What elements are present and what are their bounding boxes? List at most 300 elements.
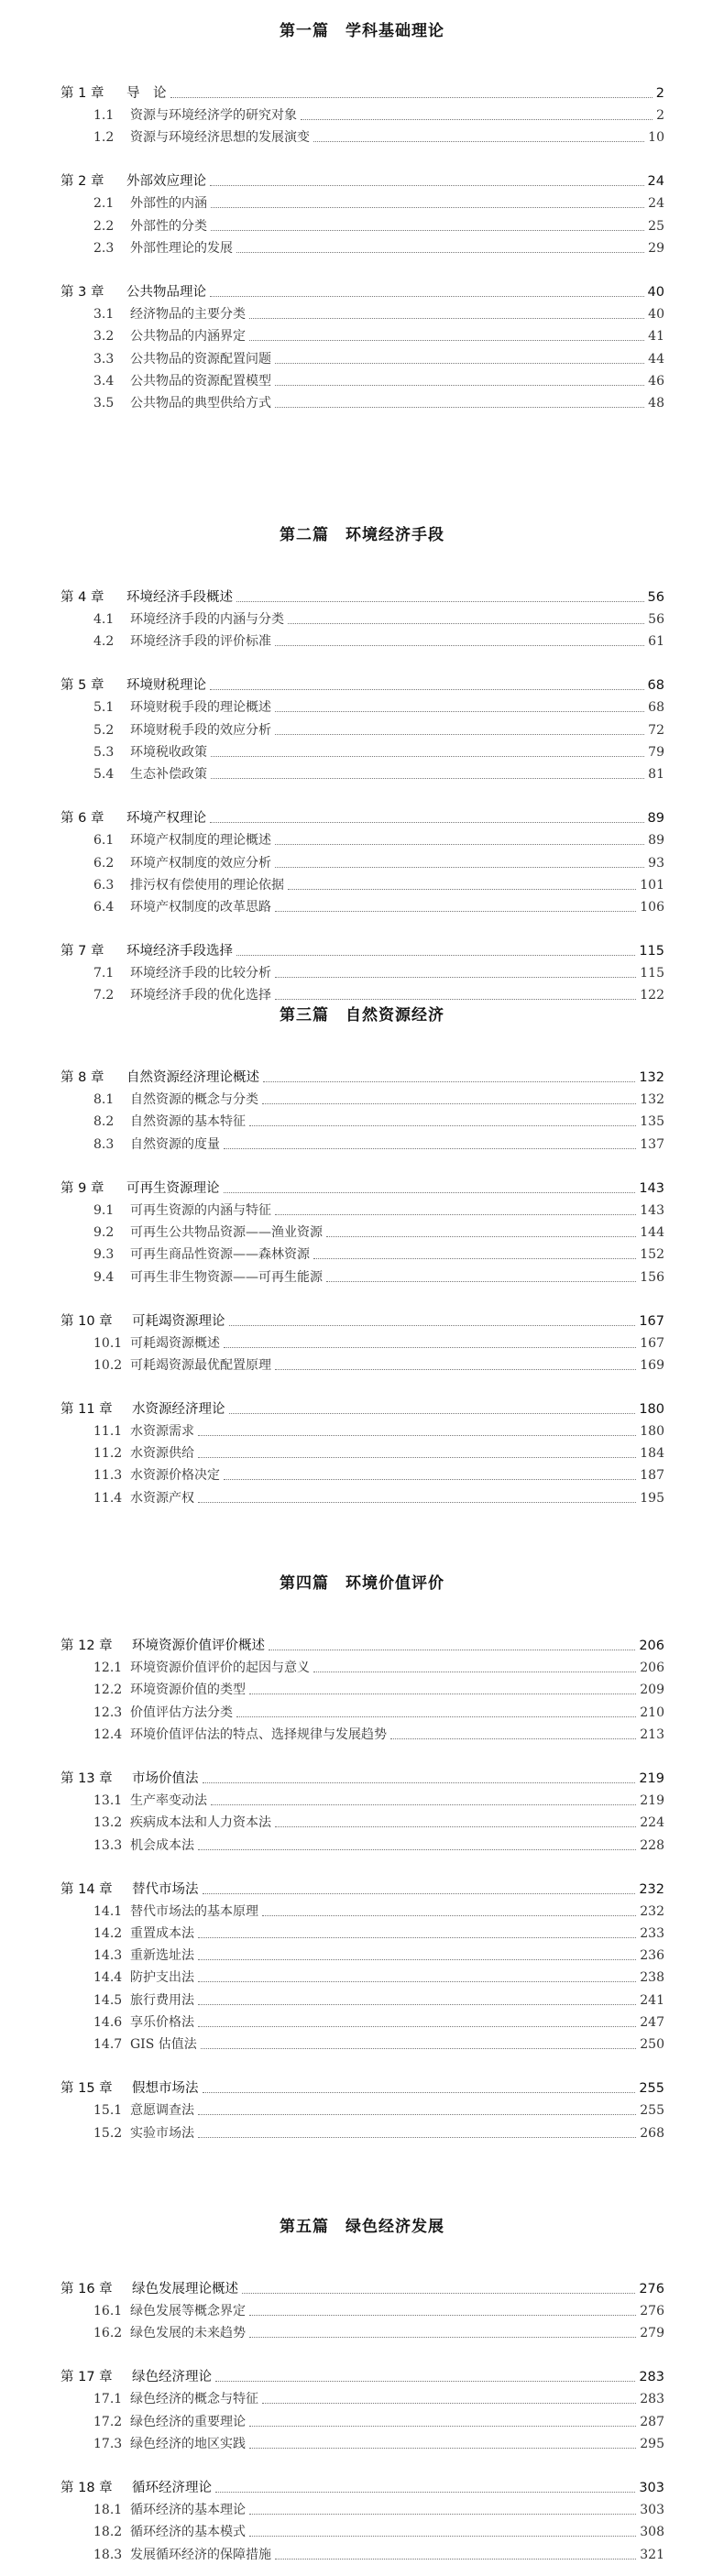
section-number: 3.3 — [93, 351, 115, 367]
page-number: 167 — [640, 1335, 664, 1351]
section-number: 1.1 — [93, 108, 115, 123]
section-row[interactable] — [93, 1836, 664, 1855]
section-row[interactable] — [93, 2523, 664, 2541]
chapter-row[interactable] — [60, 588, 664, 607]
chapter-title: 水资源经济理论 — [132, 1401, 225, 1417]
dot-leader — [262, 2402, 636, 2404]
chapter-title: 市场价值法 — [132, 1770, 199, 1786]
section-row[interactable] — [93, 239, 664, 258]
section-row[interactable] — [93, 1792, 664, 1810]
section-title: 生产率变动法 — [130, 1792, 207, 1808]
dot-leader — [224, 1147, 636, 1149]
section-row[interactable] — [93, 350, 664, 368]
chapter-number: 第 16 章 — [60, 2282, 113, 2296]
section-row[interactable] — [93, 898, 664, 916]
section-row[interactable] — [93, 106, 664, 125]
page-number: 255 — [640, 2103, 664, 2119]
page-number: 137 — [640, 1136, 664, 1152]
dot-leader — [215, 2380, 635, 2382]
section-title: 排污权有偿使用的理论依据 — [130, 877, 284, 893]
section-title: 意愿调查法 — [130, 2103, 194, 2119]
dot-leader — [275, 406, 644, 408]
section-row[interactable] — [93, 327, 664, 345]
page-number: 56 — [647, 590, 664, 605]
dot-leader — [326, 1235, 636, 1237]
chapter-number: 第 4 章 — [60, 590, 104, 605]
section-number: 1.2 — [93, 130, 115, 146]
page-number: 210 — [640, 1705, 664, 1720]
dot-leader — [262, 1102, 636, 1104]
section-number: 6.4 — [93, 900, 115, 915]
section-row[interactable] — [93, 1726, 664, 1744]
section-row[interactable] — [93, 1681, 664, 1699]
section-number: 13.2 — [93, 1815, 123, 1831]
chapter-number: 第 8 章 — [60, 1070, 104, 1085]
section-row[interactable] — [93, 765, 664, 784]
section-row[interactable] — [93, 854, 664, 872]
section-row[interactable] — [93, 986, 664, 1004]
dot-leader — [198, 2003, 636, 2005]
section-row[interactable] — [93, 1704, 664, 1722]
section-row[interactable] — [93, 1201, 664, 1220]
section-row[interactable] — [93, 372, 664, 390]
dot-leader — [211, 755, 644, 757]
section-row[interactable] — [93, 831, 664, 850]
page-number: 61 — [648, 634, 664, 650]
chapter-row[interactable] — [60, 676, 664, 695]
dot-leader — [249, 2513, 636, 2515]
section-row[interactable] — [93, 1422, 664, 1441]
section-row[interactable] — [93, 1902, 664, 1921]
section-row[interactable] — [93, 964, 664, 982]
section-row[interactable] — [93, 1444, 664, 1463]
chapter-title: 环境产权理论 — [126, 811, 206, 827]
page-number: 143 — [639, 1180, 664, 1196]
section-row[interactable] — [93, 1356, 664, 1375]
page-number: 268 — [640, 2125, 664, 2141]
chapter-row[interactable] — [60, 1179, 664, 1198]
section-number: 17.3 — [93, 2436, 123, 2451]
section-title: 循环经济的基本模式 — [130, 2525, 246, 2540]
section-title: 水资源价格决定 — [130, 1468, 220, 1484]
section-title: 自然资源的基本特征 — [130, 1114, 246, 1130]
page-number: 46 — [648, 373, 664, 389]
page-number: 195 — [640, 1490, 664, 1506]
part-title: 第三篇 自然资源经济 — [280, 1006, 444, 1025]
page-number: 2 — [656, 108, 664, 123]
section-row[interactable] — [93, 1245, 664, 1264]
chapter-title: 替代市场法 — [132, 1881, 199, 1897]
dot-leader — [198, 1958, 636, 1960]
chapter-row[interactable] — [60, 1637, 664, 1655]
section-title: 机会成本法 — [130, 1837, 194, 1853]
page-number: 72 — [648, 722, 664, 738]
section-row[interactable] — [93, 2435, 664, 2453]
dot-leader — [201, 2047, 637, 2049]
dot-leader — [249, 317, 644, 319]
dot-leader — [236, 251, 644, 253]
chapter-row[interactable] — [60, 172, 664, 191]
chapter-number: 第 5 章 — [60, 678, 104, 694]
section-row[interactable] — [93, 1113, 664, 1131]
chapter-number: 第 6 章 — [60, 811, 104, 827]
section-title: 公共物品的内涵界定 — [130, 329, 246, 345]
page-number: 24 — [647, 174, 664, 190]
section-title: 环境经济手段的优化选择 — [130, 988, 271, 1003]
section-number: 8.3 — [93, 1136, 115, 1152]
page-number: 25 — [648, 218, 664, 234]
section-number: 6.1 — [93, 833, 115, 849]
page-number: 250 — [640, 2037, 664, 2053]
dot-leader — [263, 1080, 635, 1082]
dot-leader — [203, 1781, 636, 1783]
chapter-title: 循环经济理论 — [132, 2480, 212, 2495]
section-title: 公共物品的资源配置模型 — [130, 373, 271, 389]
section-number: 11.3 — [93, 1468, 123, 1484]
section-number: 3.5 — [93, 396, 115, 411]
page-number: 187 — [640, 1468, 664, 1484]
page-number: 167 — [639, 1313, 664, 1329]
section-number: 9.3 — [93, 1247, 115, 1263]
section-row[interactable] — [93, 128, 664, 147]
section-row[interactable] — [93, 1135, 664, 1154]
dot-leader — [198, 2113, 636, 2115]
section-row[interactable] — [93, 2035, 664, 2054]
section-row[interactable] — [93, 1268, 664, 1287]
dot-leader — [275, 733, 644, 735]
page-number: 169 — [640, 1357, 664, 1373]
section-number: 2.3 — [93, 240, 115, 256]
page-number: 283 — [640, 2392, 664, 2407]
dot-leader — [203, 2091, 636, 2093]
page-number: 209 — [640, 1683, 664, 1698]
section-number: 15.1 — [93, 2103, 123, 2119]
section-number: 4.1 — [93, 612, 115, 627]
page-number: 255 — [639, 2081, 664, 2097]
section-row[interactable] — [93, 2501, 664, 2519]
chapter-title: 可再生资源理论 — [126, 1180, 220, 1196]
section-row[interactable] — [93, 1659, 664, 1677]
section-row[interactable] — [93, 1924, 664, 1943]
section-row[interactable] — [93, 2101, 664, 2120]
page-number: 56 — [648, 612, 664, 627]
page-number: 115 — [639, 944, 664, 959]
dot-leader — [198, 2136, 636, 2138]
chapter-row[interactable] — [60, 809, 664, 828]
chapter-title: 假想市场法 — [132, 2081, 199, 2097]
chapter-title: 导 论 — [126, 86, 167, 101]
page-number: 276 — [640, 2304, 664, 2318]
dot-leader — [249, 2425, 636, 2427]
section-title: 环境资源价值评价的起因与意义 — [130, 1661, 310, 1675]
page-number: 247 — [640, 2015, 664, 2030]
page-number: 233 — [640, 1925, 664, 1941]
section-row[interactable] — [93, 743, 664, 762]
chapter-number: 第 13 章 — [60, 1770, 113, 1786]
chapter-row[interactable] — [60, 2368, 664, 2386]
section-row[interactable] — [93, 610, 664, 629]
page-number: 295 — [640, 2436, 664, 2451]
section-title: 享乐价格法 — [130, 2015, 194, 2030]
chapter-number: 第 12 章 — [60, 1639, 113, 1653]
section-number: 3.1 — [93, 306, 115, 322]
section-title: 疾病成本法和人力资本法 — [130, 1815, 271, 1831]
section-title: 资源与环境经济思想的发展演变 — [130, 130, 310, 146]
section-number: 5.3 — [93, 744, 115, 760]
section-title: 水资源需求 — [130, 1423, 194, 1439]
chapter-title: 环境经济手段概述 — [126, 590, 233, 605]
section-title: 生态补偿政策 — [130, 767, 207, 783]
section-row[interactable] — [93, 305, 664, 323]
dot-leader — [390, 1737, 636, 1739]
section-number: 14.3 — [93, 1948, 123, 1964]
page-number: 206 — [639, 1639, 664, 1653]
dot-leader — [236, 600, 644, 602]
dot-leader — [224, 1191, 636, 1193]
dot-leader — [275, 710, 644, 712]
dot-leader — [215, 2491, 635, 2493]
dot-leader — [275, 910, 636, 912]
section-title: 防护支出法 — [130, 1970, 194, 1986]
chapter-row[interactable] — [60, 2479, 664, 2497]
section-title: 可再生商品性资源——森林资源 — [130, 1247, 310, 1263]
page-number: 89 — [647, 811, 664, 827]
dot-leader — [203, 1892, 636, 1894]
part-title: 第二篇 环境经济手段 — [280, 526, 444, 544]
dot-leader — [288, 888, 636, 890]
section-row[interactable] — [93, 2413, 664, 2431]
dot-leader — [326, 1280, 636, 1282]
page-number: 219 — [639, 1770, 664, 1786]
page-number: 279 — [640, 2326, 664, 2341]
section-title: GIS 估值法 — [130, 2037, 197, 2053]
section-title: 可耗竭资源概述 — [130, 1335, 220, 1351]
dot-leader — [275, 362, 644, 364]
section-number: 12.2 — [93, 1683, 123, 1698]
section-number: 17.2 — [93, 2414, 123, 2429]
section-title: 自然资源的概念与分类 — [130, 1092, 258, 1107]
section-title: 绿色发展等概念界定 — [130, 2304, 246, 2318]
section-number: 14.6 — [93, 2015, 123, 2030]
chapter-row[interactable] — [60, 1312, 664, 1331]
section-row[interactable] — [93, 876, 664, 894]
section-title: 环境财税手段的效应分析 — [130, 722, 271, 738]
chapter-number: 第 7 章 — [60, 944, 104, 959]
chapter-row[interactable] — [60, 283, 664, 301]
section-title: 环境产权制度的效应分析 — [130, 855, 271, 871]
section-row[interactable] — [93, 1223, 664, 1242]
section-title: 外部性理论的发展 — [130, 240, 233, 256]
page-number: 40 — [647, 284, 664, 300]
page-number: 10 — [648, 130, 664, 146]
chapter-title: 自然资源经济理论概述 — [126, 1070, 259, 1085]
page-number: 144 — [640, 1224, 664, 1240]
chapter-title: 环境资源价值评价概述 — [132, 1639, 265, 1653]
dot-leader — [275, 976, 636, 978]
section-row[interactable] — [93, 2324, 664, 2342]
section-row[interactable] — [93, 1968, 664, 1987]
page-number: 152 — [640, 1247, 664, 1263]
section-title: 环境价值评估法的特点、选择规律与发展趋势 — [130, 1726, 387, 1742]
dot-leader — [211, 1803, 636, 1805]
page-number: 180 — [640, 1423, 664, 1439]
chapter-row[interactable] — [60, 2280, 664, 2298]
section-number: 8.2 — [93, 1114, 115, 1130]
dot-leader — [301, 118, 653, 120]
page-number: 184 — [640, 1446, 664, 1462]
dot-leader — [249, 2447, 636, 2449]
section-number: 10.2 — [93, 1357, 123, 1373]
chapter-title: 公共物品理论 — [126, 284, 206, 300]
section-title: 自然资源的度量 — [130, 1136, 220, 1152]
section-number: 12.4 — [93, 1726, 123, 1742]
section-number: 11.2 — [93, 1446, 123, 1462]
chapter-row[interactable] — [60, 1880, 664, 1899]
page-number: 206 — [640, 1661, 664, 1675]
section-number: 3.2 — [93, 329, 115, 345]
section-title: 经济物品的主要分类 — [130, 306, 246, 322]
page-number: 219 — [640, 1792, 664, 1808]
dot-leader — [229, 1412, 636, 1414]
section-title: 绿色经济的概念与特征 — [130, 2392, 258, 2407]
dot-leader — [224, 1478, 636, 1480]
chapter-number: 第 1 章 — [60, 86, 104, 101]
part-title: 第四篇 环境价值评价 — [280, 1574, 444, 1593]
section-title: 可再生资源的内涵与特征 — [130, 1202, 271, 1218]
section-row[interactable] — [93, 1091, 664, 1109]
chapter-row[interactable] — [60, 84, 664, 103]
chapter-title: 绿色经济理论 — [132, 2370, 212, 2385]
page-number: 2 — [655, 86, 664, 101]
dot-leader — [211, 206, 644, 208]
section-number: 14.4 — [93, 1970, 123, 1986]
section-row[interactable] — [93, 1466, 664, 1485]
section-title: 环境财税手段的理论概述 — [130, 700, 271, 716]
section-title: 公共物品的资源配置问题 — [130, 351, 271, 367]
section-row[interactable] — [93, 1946, 664, 1965]
chapter-row[interactable] — [60, 2079, 664, 2098]
part-title: 第五篇 绿色经济发展 — [280, 2218, 444, 2236]
section-row[interactable] — [93, 217, 664, 236]
section-row[interactable] — [93, 2390, 664, 2408]
dot-leader — [275, 2558, 636, 2560]
page-number: 236 — [640, 1948, 664, 1964]
section-title: 环境产权制度的改革思路 — [130, 900, 271, 915]
section-number: 4.2 — [93, 634, 115, 650]
section-row[interactable] — [93, 1991, 664, 2010]
section-row[interactable] — [93, 721, 664, 740]
section-title: 环境资源价值的类型 — [130, 1683, 246, 1698]
page-number: 93 — [648, 855, 664, 871]
section-number: 7.1 — [93, 966, 115, 981]
page-number: 213 — [640, 1726, 664, 1742]
page-number: 122 — [640, 988, 664, 1003]
section-row[interactable] — [93, 2013, 664, 2032]
dot-leader — [249, 2314, 636, 2316]
section-number: 12.3 — [93, 1705, 123, 1720]
chapter-title: 外部效应理论 — [126, 174, 206, 190]
page-number: 287 — [640, 2414, 664, 2429]
section-title: 环境税收政策 — [130, 744, 207, 760]
dot-leader — [275, 998, 636, 1000]
page-number: 156 — [640, 1269, 664, 1285]
section-row[interactable] — [93, 2124, 664, 2143]
section-number: 18.2 — [93, 2525, 123, 2540]
section-title: 资源与环境经济学的研究对象 — [130, 108, 297, 123]
dot-leader — [313, 140, 644, 142]
section-number: 5.4 — [93, 767, 115, 783]
chapter-row[interactable] — [60, 1069, 664, 1087]
section-row[interactable] — [93, 698, 664, 717]
section-number: 11.4 — [93, 1490, 123, 1506]
page-number: 29 — [648, 240, 664, 256]
dot-leader — [269, 1649, 635, 1650]
dot-leader — [198, 1501, 636, 1503]
section-title: 外部性的内涵 — [130, 196, 207, 212]
dot-leader — [275, 1368, 636, 1370]
page-number: 238 — [640, 1970, 664, 1986]
section-title: 价值评估方法分类 — [130, 1705, 233, 1720]
dot-leader — [170, 96, 653, 98]
section-row[interactable] — [93, 632, 664, 651]
page-number: 303 — [639, 2480, 664, 2495]
section-row[interactable] — [93, 2546, 664, 2564]
section-title: 公共物品的典型供给方式 — [130, 396, 271, 411]
section-number: 9.2 — [93, 1224, 115, 1240]
section-title: 外部性的分类 — [130, 218, 207, 234]
chapter-row[interactable] — [60, 942, 664, 960]
dot-leader — [313, 1671, 636, 1672]
chapter-title: 环境经济手段选择 — [126, 944, 233, 959]
section-title: 实验市场法 — [130, 2125, 194, 2141]
section-row[interactable] — [93, 394, 664, 412]
section-number: 7.2 — [93, 988, 115, 1003]
page-number: 89 — [648, 833, 664, 849]
section-number: 16.2 — [93, 2326, 123, 2341]
section-number: 13.3 — [93, 1837, 123, 1853]
chapter-row[interactable] — [60, 1770, 664, 1788]
dot-leader — [275, 644, 644, 646]
section-number: 14.5 — [93, 1992, 123, 2008]
section-row[interactable] — [93, 1489, 664, 1507]
section-row[interactable] — [93, 1814, 664, 1832]
section-row[interactable] — [93, 1334, 664, 1353]
chapter-number: 第 3 章 — [60, 284, 104, 300]
section-title: 可耗竭资源最优配置原理 — [130, 1357, 271, 1373]
section-title: 替代市场法的基本原理 — [130, 1903, 258, 1919]
section-row[interactable] — [93, 2302, 664, 2320]
page-number: 68 — [647, 678, 664, 694]
dot-leader — [198, 1936, 636, 1938]
section-number: 16.1 — [93, 2304, 123, 2318]
page-number: 224 — [640, 1815, 664, 1831]
section-title: 绿色经济的重要理论 — [130, 2414, 246, 2429]
section-title: 可再生公共物品资源——渔业资源 — [130, 1224, 323, 1240]
dot-leader — [211, 229, 644, 231]
section-number: 11.1 — [93, 1423, 123, 1439]
dot-leader — [210, 184, 644, 186]
section-number: 14.7 — [93, 2037, 123, 2053]
page-number: 115 — [640, 966, 664, 981]
section-number: 14.1 — [93, 1903, 123, 1919]
dot-leader — [275, 1213, 636, 1215]
section-number: 14.2 — [93, 1925, 123, 1941]
section-title: 绿色发展的未来趋势 — [130, 2326, 246, 2341]
dot-leader — [210, 821, 644, 823]
section-row[interactable] — [93, 194, 664, 213]
chapter-row[interactable] — [60, 1400, 664, 1419]
section-number: 6.2 — [93, 855, 115, 871]
